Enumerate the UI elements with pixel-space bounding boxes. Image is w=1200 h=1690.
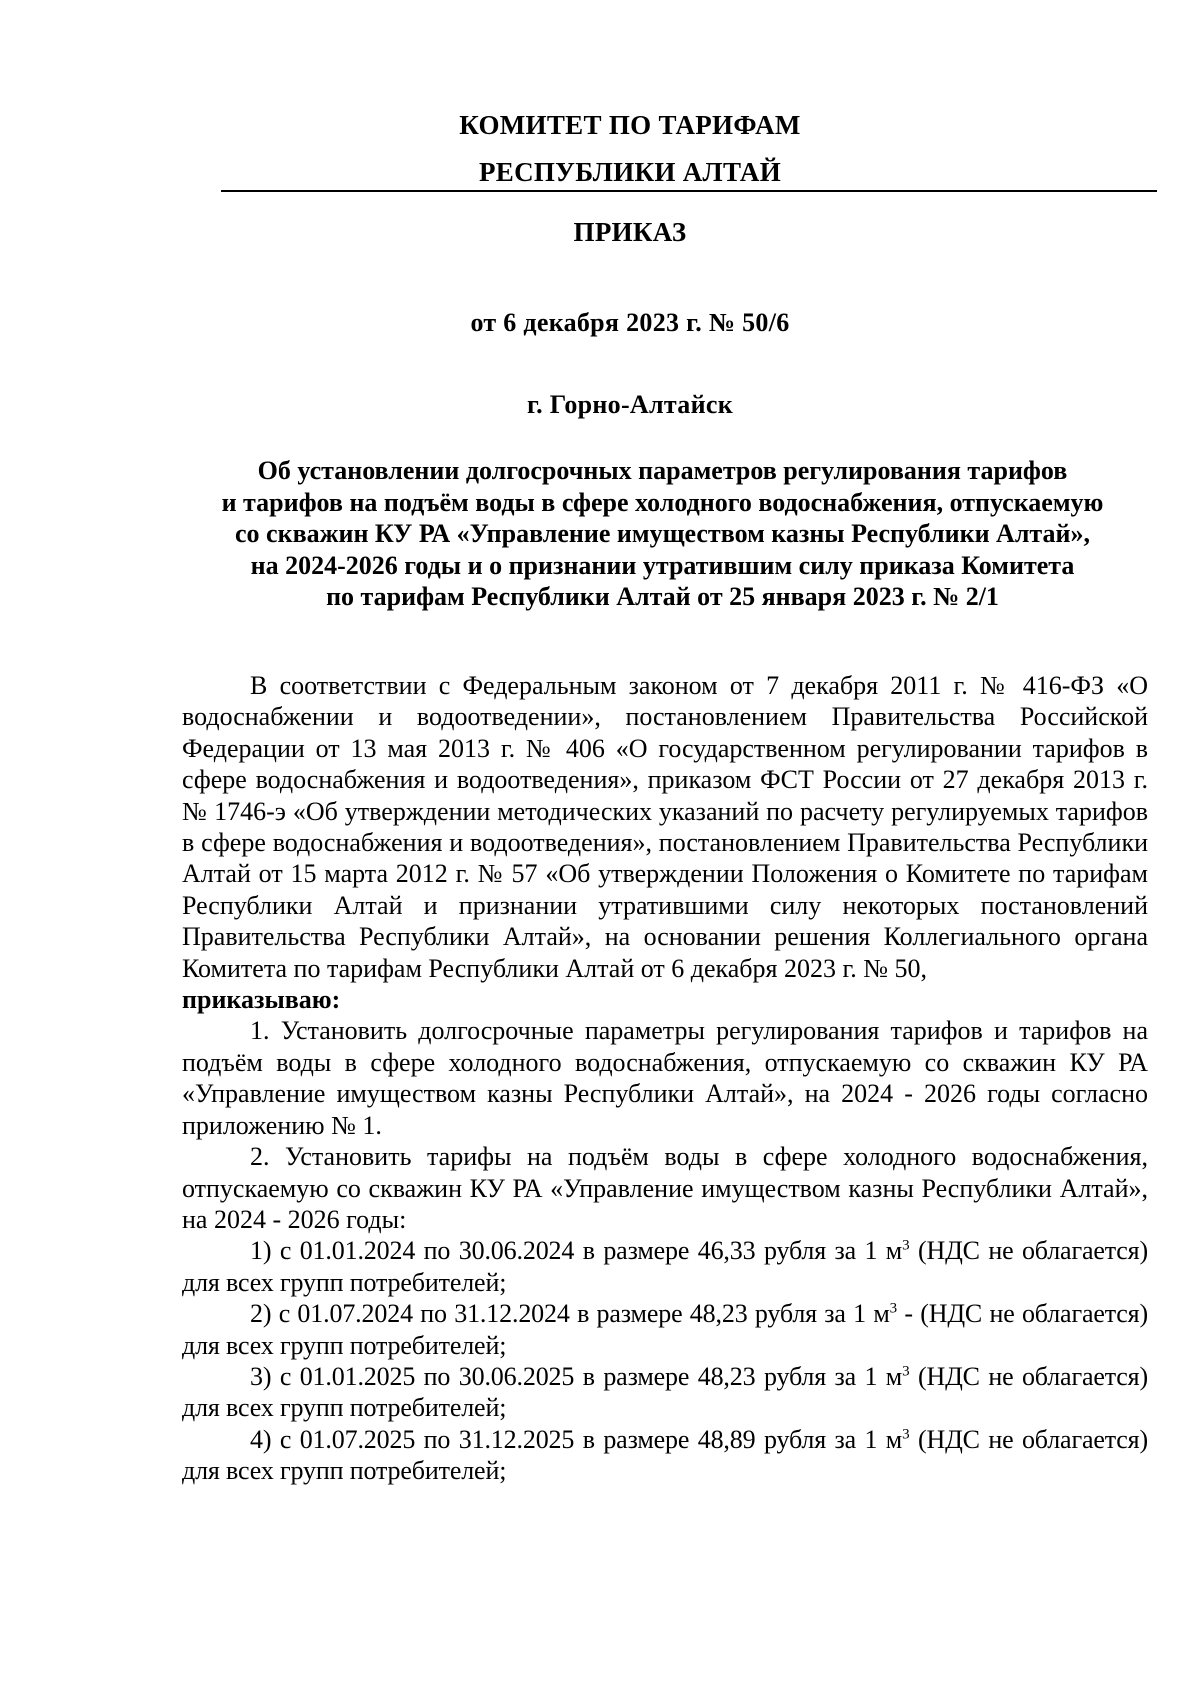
item-1-paragraph: 1. Установить долгосрочные параметры регулирования тарифов и тарифов на подъём воды в сфере холодного водоснабжения, отпускаемую со скважин КУ РА «Управление имуществом казны Республики Алтай», на 2024 - 2026 годы согласно приложению № 1.	[182, 1016, 1148, 1140]
document-subject	[175, 455, 1150, 613]
subject-line: Об установлении долгосрочных параметров регулирования тарифов	[257, 456, 1068, 485]
subject-line: и тарифов на подъём воды в сфере холодного водоснабжения, отпускаемую	[221, 487, 1104, 517]
org-name-line1: КОМИТЕТ ПО ТАРИФАМ	[459, 110, 801, 140]
document-type: ПРИКАЗ	[573, 217, 687, 247]
document-body	[182, 670, 1148, 1487]
org-name-line2: РЕСПУБЛИКИ АЛТАЙ	[478, 157, 782, 187]
document-city: г. Горно-Алтайск	[527, 390, 733, 419]
preamble-paragraph	[182, 670, 1148, 1015]
cubic-superscript: 3	[902, 1363, 910, 1380]
cubic-superscript: 3	[902, 1426, 910, 1443]
tariff-item: 4) с 01.07.2025 по 31.12.2025 в размере 48,89 рубля за 1 $м^3$ (НДС не облагается) для всех групп потребителей;	[182, 1424, 1148, 1486]
subject-line: со скважин КУ РА «Управление имуществом казны Республики Алтай»,	[235, 519, 1090, 548]
cubic-superscript: 3	[902, 1237, 910, 1254]
tariff-item: 3) с 01.01.2025 по 30.06.2025 в размере 48,23 рубля за 1 $м^3$ (НДС не облагается) для всех групп потребителей;	[182, 1361, 1148, 1423]
order-word: приказываю:	[182, 985, 341, 1015]
subject-line: на 2024-2026 годы и о признании утратившим силу приказа Комитета	[250, 550, 1075, 580]
header-divider	[221, 190, 1157, 192]
tariff-item: 2) с 01.07.2024 по 31.12.2024 в размере 48,23 рубля за 1 $м^3 - (НДС$ не облагается) для всех групп потребителей;	[182, 1299, 1148, 1360]
cubic-superscript: 3	[889, 1300, 898, 1317]
document-date-number: от 6 декабря 2023 г. № 50/6	[470, 308, 790, 337]
subject-line: по тарифам Республики Алтай от 25 января 2023 г. № 2/1	[326, 582, 999, 611]
tariff-item: 1) с 01.01.2024 по 30.06.2024 в размере 46,33 рубля за 1 $м^3$ (НДС не облагается) для всех групп потребителей;	[182, 1236, 1148, 1297]
preamble-text: В соответствии с Федеральным законом от 7 декабря 2011 г. № 416-ФЗ «О водоснабжении и водоотведении», постановлением Правительства Российской Федерации от 13 мая 2013 г. № 406 «О государственном регулировании тарифов в сфере водоснабжения и водоотведения», приказом ФСТ России от 27 декабря 2013 г. № 1746-э «Об утверждении методических указаний по расчету регулируемых тарифов в сфере водоснабжения и водоотведения», постановлением Правительства Республики Алтай от 15 марта 2012 г. № 57 «Об утверждении Положения о Комитете по тарифам Республики Алтай и признании утратившими силу некоторых постановлений Правительства Республики Алтай», на основании решения Коллегиального органа Комитета по тарифам Республики Алтай от 6 декабря 2023 г. № 50,	[182, 671, 1148, 983]
item-2-paragraph: 2. Установить тарифы на подъём воды в сфере холодного водоснабжения, отпускаемую со скважин КУ РА «Управление имуществом казны Республики Алтай», на 2024 - 2026 годы:	[182, 1142, 1148, 1234]
